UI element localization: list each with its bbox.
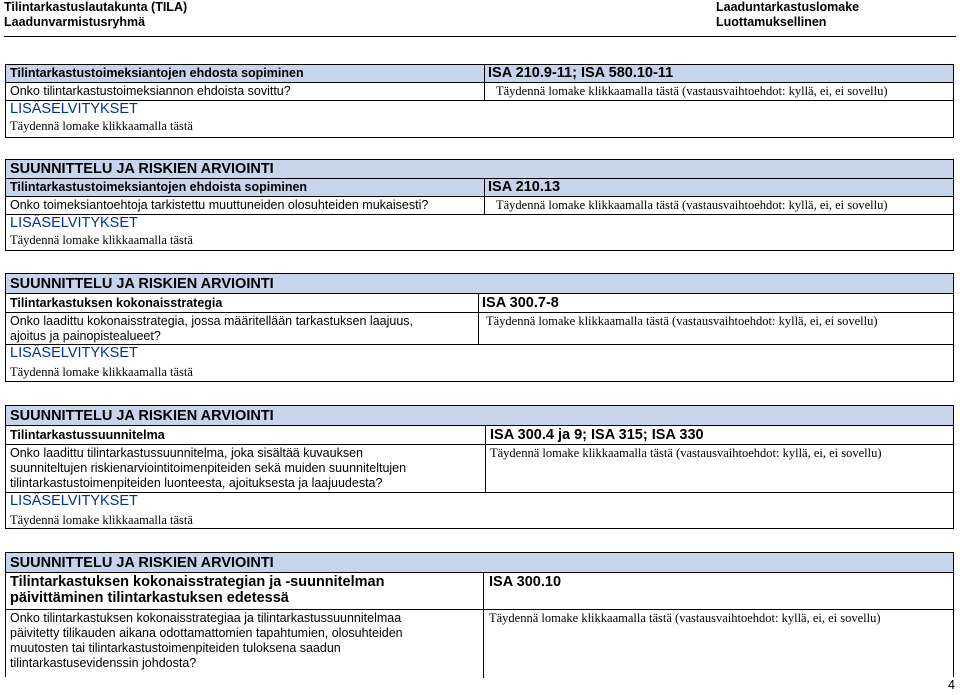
isa-reference: ISA 300.4 ja 9; ISA 315; ISA 330 (490, 427, 704, 443)
section-audit-plan (5, 405, 954, 529)
band-row (6, 406, 953, 426)
topic-title-line: päivittäminen tilintarkastuksen edetessä (10, 590, 289, 606)
section-band: SUUNNITTELU JA RISKIEN ARVIOINTI (10, 161, 274, 177)
question-line: tilintarkastusevidenssin johdosta? (10, 656, 197, 670)
question-row (6, 83, 953, 101)
answer-field[interactable]: Täydennä lomake klikkaamalla tästä (vastausvaihtoehdot: kyllä, ei, ei sovellu) (496, 198, 888, 212)
column-divider (485, 426, 486, 493)
question-row (6, 197, 953, 215)
additional-field[interactable]: Täydennä lomake klikkaamalla tästä (10, 233, 193, 247)
header-org: Tilintarkastuslautakunta (TILA) (4, 0, 188, 14)
answer-field[interactable]: Täydennä lomake klikkaamalla tästä (vastausvaihtoehdot: kyllä, ei, ei sovellu) (489, 611, 881, 625)
answer-field[interactable]: Täydennä lomake klikkaamalla tästä (vastausvaihtoehdot: kyllä, ei, ei sovellu) (496, 84, 888, 98)
topic-row (6, 573, 953, 610)
header-rule (4, 36, 956, 37)
column-divider (484, 65, 485, 101)
section-plan-update (5, 552, 954, 677)
band-row (6, 160, 953, 179)
band-row (6, 274, 953, 294)
question-line: päivitetty tilikauden aikana odottamattomien tapahtumien, olosuhteiden (10, 626, 403, 640)
header-form-name: Laaduntarkastuslomake (716, 0, 860, 14)
column-divider (483, 573, 484, 678)
header-group: Laadunvarmistusryhmä (4, 15, 146, 29)
question-text: Onko tilintarkastustoimeksiannon ehdoista sovittu? (10, 84, 291, 98)
section-band: SUUNNITTELU JA RISKIEN ARVIOINTI (10, 555, 274, 571)
topic-row (6, 426, 953, 445)
topic-row (6, 65, 953, 83)
question-row (6, 610, 953, 678)
section-band: SUUNNITTELU JA RISKIEN ARVIOINTI (10, 276, 274, 292)
topic-title: Tilintarkastustoimeksiantojen ehdosta sopiminen (10, 66, 304, 80)
question-line: Onko laadittu kokonaisstrategia, jossa määritellään tarkastuksen laajuus, (10, 314, 413, 328)
section-terms-agreement (5, 64, 954, 138)
additional-row (6, 493, 953, 528)
question-text: Onko toimeksiantoehtoja tarkistettu muuttuneiden olosuhteiden mukaisesti? (10, 198, 429, 212)
section-band: SUUNNITTELU JA RISKIEN ARVIOINTI (10, 408, 274, 424)
question-line: muutosten tai tilintarkastustoimenpiteiden tuloksena saadun (10, 641, 341, 655)
additional-heading: LISÄSELVITYKSET (10, 101, 138, 117)
question-line: suunniteltujen riskienarviointitoimenpiteiden sekä muiden suunniteltujen (10, 461, 407, 475)
isa-reference: ISA 300.7-8 (482, 295, 559, 311)
topic-title: Tilintarkastussuunnitelma (10, 428, 165, 442)
additional-heading: LISÄSELVITYKSET (10, 215, 138, 231)
additional-heading: LISÄSELVITYKSET (10, 493, 138, 509)
header-confidential: Luottamuksellinen (716, 15, 827, 29)
answer-field[interactable]: Täydennä lomake klikkaamalla tästä (vastausvaihtoehdot: kyllä, ei, ei sovellu) (490, 446, 882, 460)
question-row (6, 445, 953, 493)
section-terms-review (5, 159, 954, 251)
additional-row (6, 345, 953, 381)
answer-field[interactable]: Täydennä lomake klikkaamalla tästä (vastausvaihtoehdot: kyllä, ei, ei sovellu) (486, 314, 878, 328)
question-line: Onko laadittu tilintarkastussuunnitelma, joka sisältää kuvauksen (10, 446, 363, 460)
additional-row (6, 215, 953, 250)
additional-row (6, 101, 953, 137)
question-line: tilintarkastustoimenpiteiden luonteesta, ajoituksesta ja laajuudesta? (10, 476, 383, 490)
isa-reference: ISA 210.9-11; ISA 580.10-11 (488, 65, 674, 81)
page-number: 4 (948, 678, 955, 692)
topic-row (6, 179, 953, 197)
topic-title: Tilintarkastuksen kokonaisstrategia (10, 296, 223, 310)
question-row (6, 313, 953, 345)
isa-reference: ISA 210.13 (488, 179, 561, 195)
topic-title-line: Tilintarkastuksen kokonaisstrategian ja -suunnitelman (10, 574, 385, 590)
additional-field[interactable]: Täydennä lomake klikkaamalla tästä (10, 513, 193, 527)
topic-row (6, 294, 953, 313)
section-overall-strategy (5, 273, 954, 382)
column-divider (484, 179, 485, 215)
additional-heading: LISÄSELVITYKSET (10, 345, 138, 361)
question-line: Onko tilintarkastuksen kokonaisstrategiaa ja tilintarkastussuunnitelmaa (10, 611, 402, 625)
topic-title: Tilintarkastustoimeksiantojen ehdoista sopiminen (10, 180, 308, 194)
column-divider (478, 294, 479, 345)
additional-field[interactable]: Täydennä lomake klikkaamalla tästä (10, 119, 193, 133)
isa-reference: ISA 300.10 (489, 574, 562, 590)
question-line: ajoitus ja painopistealueet? (10, 329, 161, 343)
band-row (6, 553, 953, 573)
additional-field[interactable]: Täydennä lomake klikkaamalla tästä (10, 365, 193, 379)
